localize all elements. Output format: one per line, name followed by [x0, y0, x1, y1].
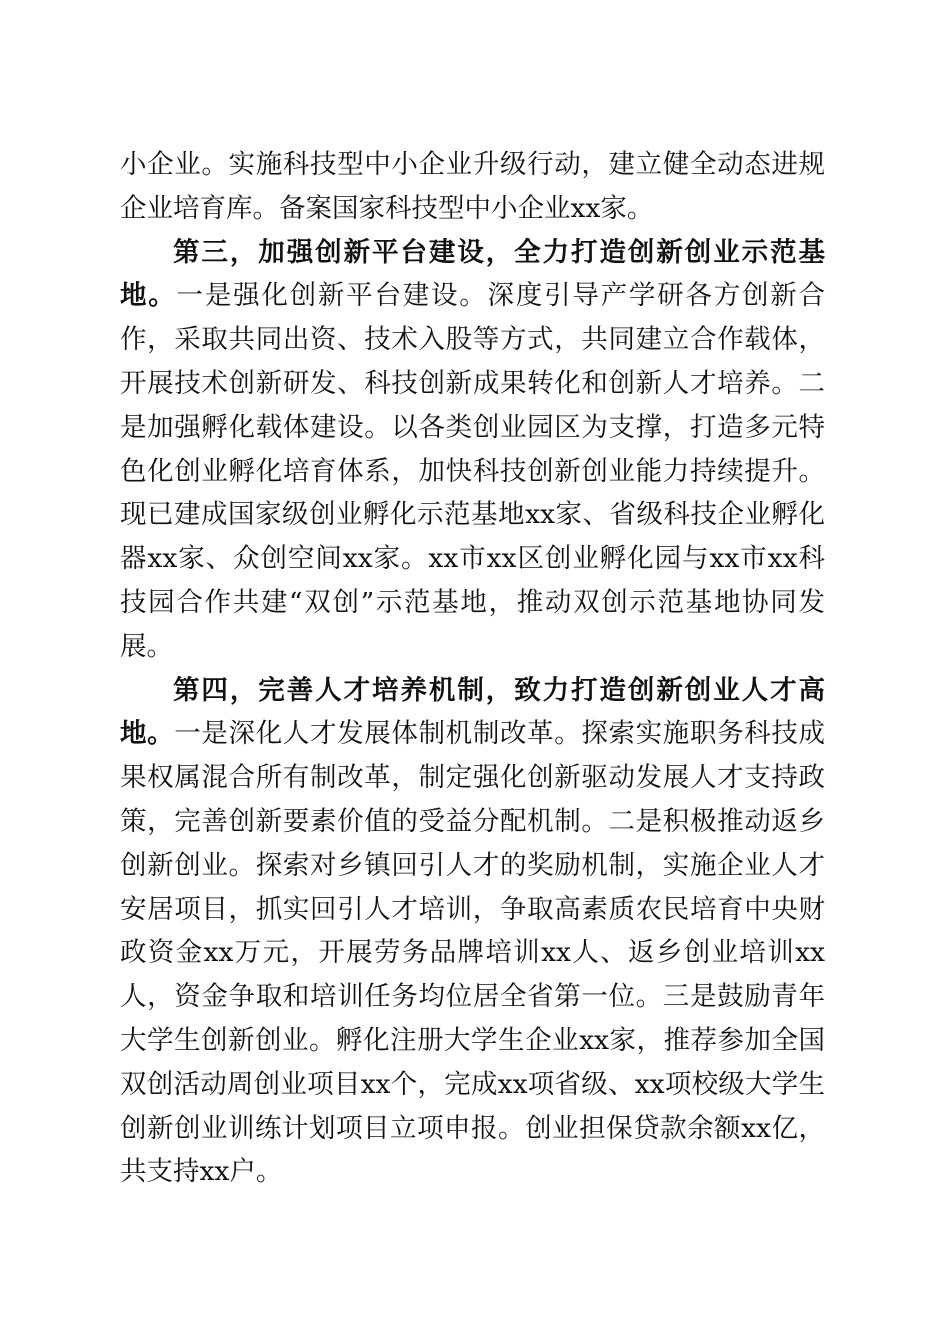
section-heading: 第三，加强创新平台建设，全力打造创新创业示范基地。: [120, 236, 825, 312]
paragraph-text: 小企业。实施科技型中小企业升级行动，建立健全动态进规企业培育库。备案国家科技型中小企业xx家。: [120, 149, 825, 224]
paragraph-text: 一是深化人才发展体制机制改革。探索实施职务科技成果权属混合所有制改革，制定强化创新驱动发展人才支持政策，完善创新要素价值的受益分配机制。二是积极推动返乡创新创业。探索对乡镇回引人才的奖励机制，实施企业人才安居项目，抓实回引人才培训，争取高素质农民培育中央财政资金xx万元，开展劳务品牌培训xx人、返乡创业培训xx人，资金争取和培训任务均位居全省第一位。三是鼓励青年大学生创新创业。孵化注册大学生企业xx家，推荐参加全国双创活动周创业项目xx个，完成xx项省级、xx项校级大学生创新创业训练计划项目立项申报。创业担保贷款余额xx亿，共支持xx户。: [120, 718, 826, 1188]
paragraph-section-four: [120, 669, 825, 1195]
paragraph-section-three: [120, 231, 825, 669]
document-body: [120, 143, 825, 1194]
paragraph-text: 一是强化创新平台建设。深度引导产学研各方创新合作，采取共同出资、技术入股等方式，共同建立合作载体，开展技术创新研发、科技创新成果转化和创新人才培养。二是加强孵化载体建设。以各类创业园区为支撑，打造多元特色化创业孵化培育体系，加快科技创新创业能力持续提升。现已建成国家级创业孵化示范基地xx家、省级科技企业孵化器xx家、众创空间xx家。xx市xx区创业孵化园与xx市xx科技园合作共建“双创”示范基地，推动双创示范基地协同发展。: [120, 280, 826, 662]
paragraph-continuation: [120, 143, 825, 231]
section-heading: 第四，完善人才培养机制，致力打造创新创业人才高地。: [120, 674, 825, 750]
